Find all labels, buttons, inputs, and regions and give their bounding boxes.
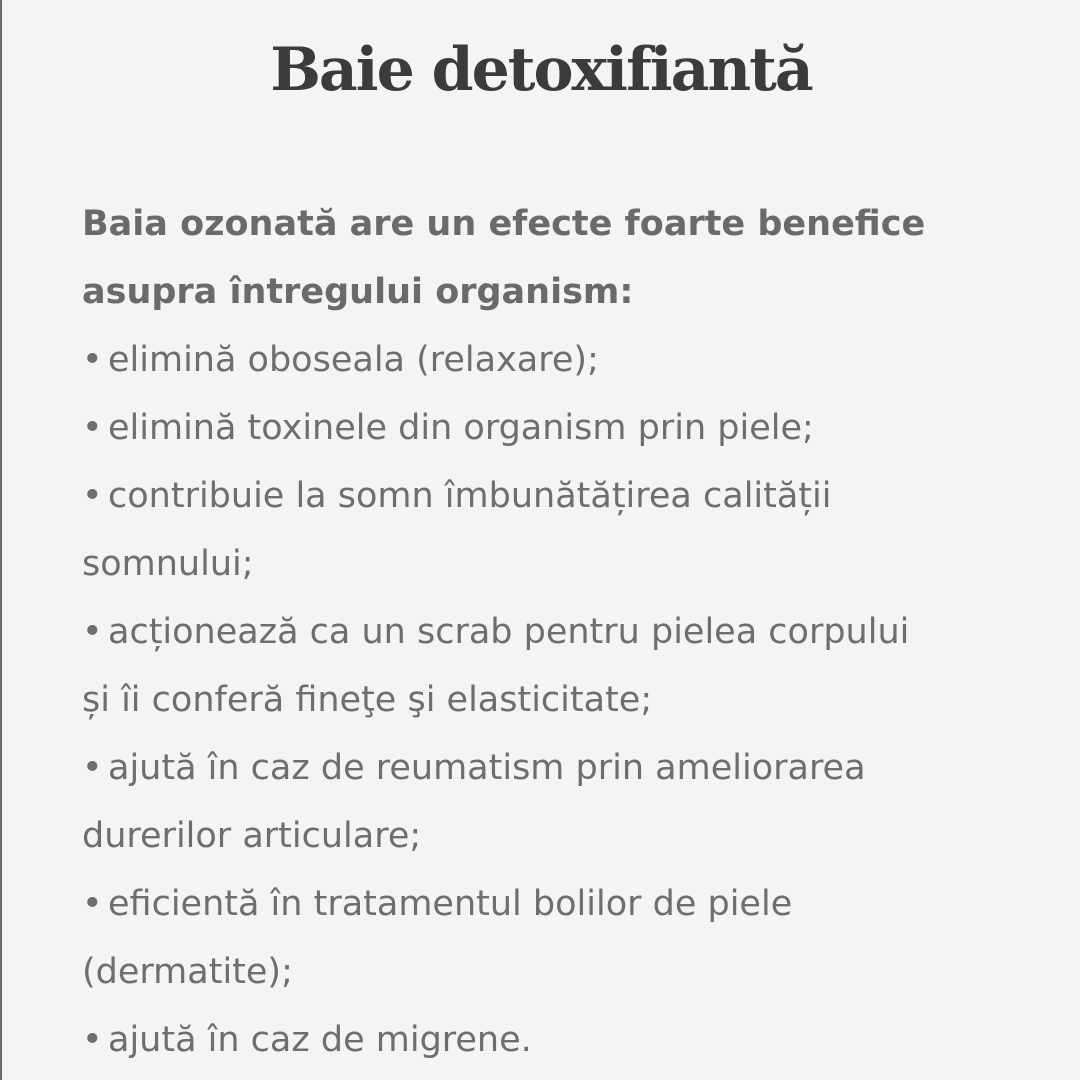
intro-line-1: Baia ozonată are un efecte foarte benefice — [82, 204, 926, 244]
list-item-text: ajută în caz de reumatism prin ameliorarea — [108, 748, 866, 788]
bullet-icon: • — [82, 476, 103, 516]
list-item-continuation: (dermatite); — [82, 952, 293, 992]
list-item-continuation: somnului; — [82, 544, 254, 584]
list-item-text: elimină toxinele din organism prin piele; — [108, 408, 814, 448]
list-item-continuation: durerilor articulare; — [82, 816, 422, 856]
bullet-icon: • — [82, 340, 103, 380]
list-item-text: elimină oboseala (relaxare); — [108, 340, 599, 380]
bullet-icon: • — [82, 612, 103, 652]
list-item — [82, 1006, 1042, 1074]
list-item — [82, 326, 1042, 394]
list-item-text: contribuie la somn îmbunătățirea calității — [108, 476, 832, 516]
list-item — [82, 462, 1042, 598]
intro-paragraph — [82, 190, 1042, 326]
list-item-continuation: și îi conferă fineţe şi elasticitate; — [82, 680, 653, 720]
bullet-icon: • — [82, 748, 103, 788]
list-item-text: ajută în caz de migrene. — [108, 1020, 532, 1060]
list-item — [82, 734, 1042, 870]
bullet-icon: • — [82, 884, 103, 924]
list-item — [82, 598, 1042, 734]
bullet-icon: • — [82, 408, 103, 448]
list-item-text: eficientă în tratamentul bolilor de piele — [108, 884, 793, 924]
document-page — [2, 0, 1080, 1080]
list-item-text: acționează ca un scrab pentru pielea corpului — [108, 612, 910, 652]
document-body — [82, 190, 1042, 1074]
list-item — [82, 870, 1042, 1006]
page-title: Baie detoxifiantă — [270, 35, 812, 105]
list-item — [82, 394, 1042, 462]
bullet-icon: • — [82, 1020, 103, 1060]
benefits-list — [82, 326, 1042, 1074]
intro-line-2: asupra întregului organism: — [82, 272, 634, 312]
